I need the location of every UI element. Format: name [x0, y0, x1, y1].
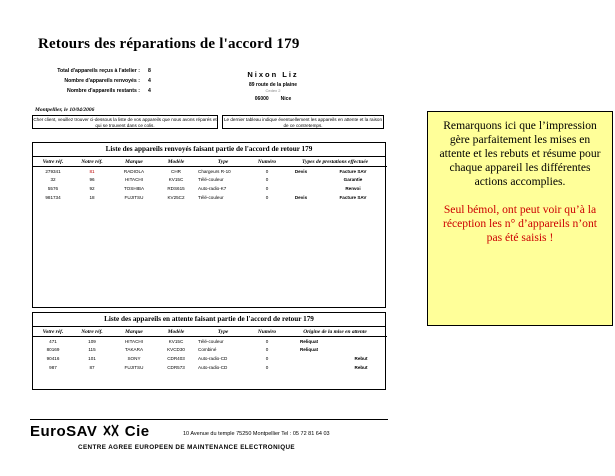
- cell: 96: [89, 177, 95, 183]
- pending-note: Le dernier tableau indique éventuellement les appareils en attente et la raison de ce contretemps.: [223, 117, 383, 128]
- cell: 981734: [45, 194, 61, 200]
- summary-block: [28, 66, 158, 96]
- cell: 279341: [45, 168, 61, 174]
- cell: [283, 354, 335, 363]
- cell: KVCD30: [167, 347, 185, 353]
- client-name: Nixon Liz: [247, 70, 299, 79]
- cell: Combiné: [198, 347, 217, 353]
- cell: [283, 176, 319, 185]
- cell: 0: [265, 168, 269, 174]
- table-row: [33, 354, 387, 363]
- client-street-line2: Cedex 2: [265, 88, 281, 93]
- comment-callout: [427, 111, 613, 326]
- tools-icon: [103, 424, 119, 441]
- column-header: Votre réf.: [33, 157, 73, 167]
- company-address: 10 Avenue du temple 75250 Montpellier Tel : 05 72 81 64 03: [183, 431, 330, 437]
- summary-row: [28, 66, 158, 76]
- column-header: Type: [195, 327, 251, 337]
- cell: 81: [89, 168, 95, 174]
- cell: [283, 184, 319, 193]
- cell: Rebut: [354, 364, 368, 370]
- client-street: 89 route de la plaine: [248, 82, 298, 88]
- cell: HITACHI: [124, 177, 144, 183]
- column-header: Marque: [111, 327, 157, 337]
- column-header: Types de prestations effectuée: [283, 157, 387, 167]
- pending-devices-table: [33, 327, 387, 371]
- summary-label: Nombre d'appareils restants :: [66, 88, 140, 94]
- cell: 987: [49, 364, 57, 370]
- cell: 109: [88, 338, 96, 344]
- cell: 87: [89, 364, 95, 370]
- cell: FUJITSU: [124, 364, 144, 370]
- table-header-row: [33, 157, 387, 167]
- summary-row: [28, 76, 158, 86]
- cell: RDS615: [167, 185, 185, 191]
- callout-highlight-paragraph: Seul bémol, ont peut voir qu’à la réception les n° d’appareils n’ont pas été saisis !: [442, 203, 597, 244]
- cell: Auto-radio-K7: [198, 185, 227, 191]
- table-row: [33, 167, 387, 176]
- returned-devices-panel: [32, 142, 386, 308]
- cell: 0: [265, 177, 269, 183]
- cell: CHR: [171, 168, 181, 174]
- cell: CDR403: [167, 355, 185, 361]
- summary-label: Total d'appareils reçus à l'atelier :: [57, 68, 140, 74]
- company-logo: [30, 423, 150, 441]
- cell: 0: [265, 355, 269, 361]
- cell: 471: [49, 338, 57, 344]
- summary-value: 8: [148, 68, 151, 74]
- column-header: Origine de la mise en attente: [283, 327, 387, 337]
- cell: RADIOLA: [123, 168, 145, 174]
- cell: 0: [265, 185, 269, 191]
- cell: Télé-couleur: [198, 338, 224, 344]
- table-row: [33, 176, 387, 185]
- cell: [335, 346, 387, 355]
- cell: 0: [265, 364, 269, 370]
- cell: TOSHIBA: [123, 185, 145, 191]
- cell: Auto-radio-CD: [198, 355, 228, 361]
- returned-devices-heading: Liste des appareils renvoyés faisant partie de l'accord de retour 179: [33, 143, 385, 157]
- cell: Télé-couleur: [198, 194, 224, 200]
- pending-devices-panel: [32, 312, 386, 390]
- cell: Facture SAV: [339, 194, 367, 200]
- company-tagline: CENTRE AGREE EUROPEEN DE MAINTENANCE ELECTRONIQUE: [78, 444, 296, 451]
- table-row: [33, 184, 387, 193]
- cell: Facture SAV: [339, 168, 367, 174]
- footer-divider: [30, 419, 388, 420]
- cell: KV25C2: [167, 194, 185, 200]
- column-header: Notre réf.: [73, 157, 111, 167]
- cell: 5576: [47, 185, 59, 191]
- cell: CDR573: [167, 364, 185, 370]
- summary-value: 4: [148, 78, 151, 84]
- logo-text-left: EuroSAV: [30, 423, 98, 440]
- cell: TAKARA: [124, 347, 144, 353]
- column-header: Notre réf.: [73, 327, 111, 337]
- cell: FUJITSU: [124, 194, 144, 200]
- client-city: Nice: [280, 96, 292, 102]
- cell: Devis: [294, 168, 308, 174]
- cell: [335, 337, 387, 346]
- cell: Reliquat: [299, 347, 319, 353]
- cell: SONY: [127, 355, 141, 361]
- column-header: Type: [195, 157, 251, 167]
- summary-value: 4: [148, 88, 151, 94]
- cell: [283, 363, 335, 372]
- summary-label: Nombre d'appareils renvoyés :: [64, 78, 140, 84]
- cell: 80169: [46, 347, 60, 353]
- table-row: [33, 363, 387, 372]
- page-title: Retours des réparations de l'accord 179: [38, 36, 300, 52]
- cell: Auto-radio-CD: [198, 364, 228, 370]
- cell: 101: [88, 355, 96, 361]
- cell: 32: [50, 177, 56, 183]
- client-city-line: [228, 96, 318, 102]
- dateline: Montpellier, le 10/04/2006: [35, 107, 95, 113]
- cell: 0: [265, 347, 269, 353]
- column-header: Numéro: [251, 157, 283, 167]
- cell: 90416: [46, 355, 60, 361]
- callout-paragraph: Remarquons ici que l’impression gère parfaitement les mises en attente et les rebuts et résume pour chaque appareil les différentes actions accomplies.: [439, 119, 601, 188]
- cell: Devis: [294, 194, 308, 200]
- pending-devices-heading: Liste des appareils en attente faisant partie de l'accord de retour 179: [33, 313, 385, 327]
- returned-devices-table: [33, 157, 387, 201]
- cell: 115: [88, 347, 96, 353]
- cell: Télé-couleur: [198, 177, 224, 183]
- cell: Garantie: [343, 177, 363, 183]
- cell: 0: [265, 338, 269, 344]
- column-header: Modèle: [157, 327, 195, 337]
- cell: Rebut: [354, 355, 368, 361]
- table-row: [33, 193, 387, 202]
- cell: Chargeurs R-10: [198, 168, 231, 174]
- client-postcode: 06000: [254, 96, 269, 102]
- table-row: [33, 346, 387, 355]
- cell: Reliquat: [299, 338, 319, 344]
- cell: KV15C: [168, 177, 184, 183]
- client-note: Cher client, veuillez trouver ci-dessous la liste de vos appareils que nous avons réparés et qui se trouvent dans ce colis.: [33, 117, 217, 128]
- cell: KV15C: [168, 338, 184, 344]
- table-row: [33, 337, 387, 346]
- column-header: Numéro: [251, 327, 283, 337]
- column-header: Modèle: [157, 157, 195, 167]
- cell: 18: [89, 194, 95, 200]
- logo-text-right: Cie: [124, 423, 150, 440]
- cell: 92: [89, 185, 95, 191]
- client-address: [228, 70, 318, 102]
- cell: HITACHI: [124, 338, 144, 344]
- cell: Renvoi: [345, 185, 361, 191]
- column-header: Marque: [111, 157, 157, 167]
- summary-row: [28, 86, 158, 96]
- column-header: Votre réf.: [33, 327, 73, 337]
- cell: 0: [265, 194, 269, 200]
- table-header-row: [33, 327, 387, 337]
